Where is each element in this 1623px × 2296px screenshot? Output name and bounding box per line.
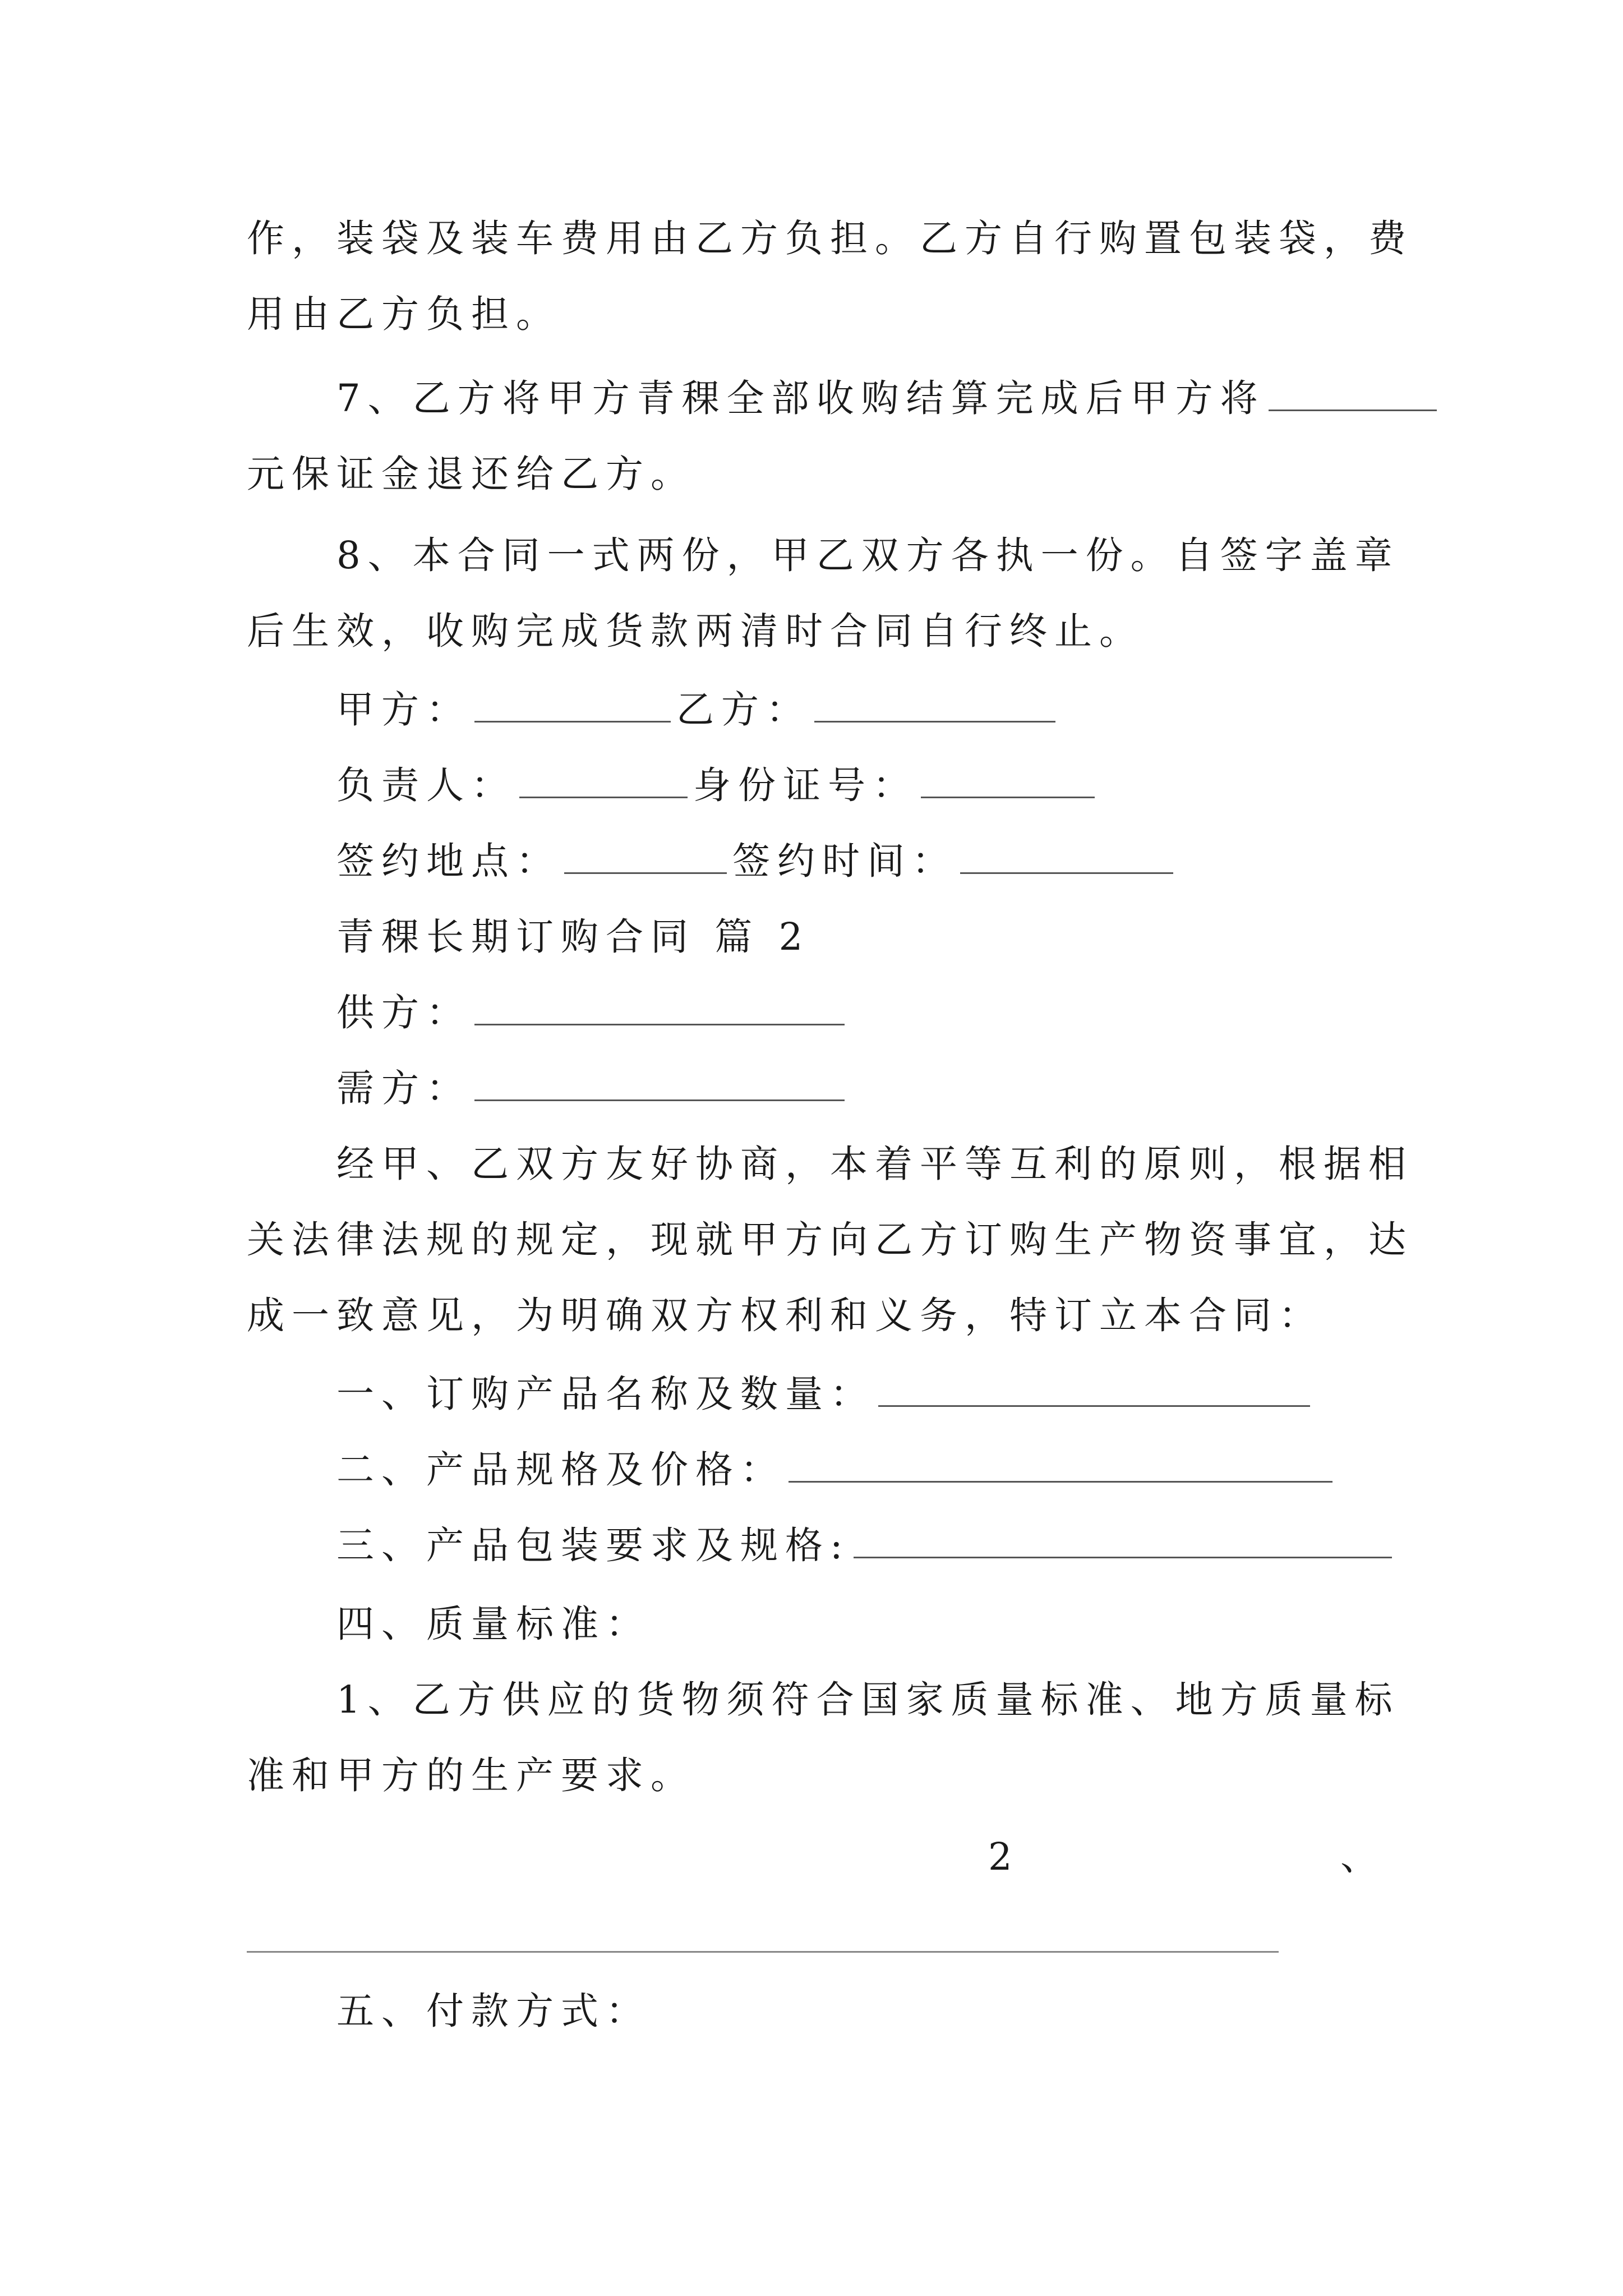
sign-place-label: 签约地点： <box>336 839 561 883</box>
item-4: 四、质量标准： <box>336 1602 651 1646</box>
item-3-label: 三、产品包装要求及规格: <box>336 1524 850 1567</box>
buyer-line <box>336 1063 850 1114</box>
responsible-label: 负责人： <box>336 763 516 807</box>
id-blank <box>921 764 1095 798</box>
text-line: 成一致意见，为明确双方权利和义务，特订立本合同： <box>247 1294 1324 1337</box>
item-5: 五、付款方式： <box>336 1989 651 2033</box>
blank-line <box>1269 377 1437 411</box>
item-2-label: 二、产品规格及价格： <box>336 1448 785 1492</box>
item-3 <box>336 1520 1398 1571</box>
item-2 <box>336 1444 1338 1495</box>
item-1 <box>336 1369 1316 1419</box>
supplier-blank <box>474 991 845 1025</box>
sign-time-blank <box>960 840 1173 874</box>
section-title: 青稞长期订购合同 篇 2 <box>336 915 810 959</box>
item-1-blank <box>878 1373 1310 1407</box>
text-line: 作，装袋及装车费用由乙方负担。乙方自行购置包装袋，费 <box>247 217 1413 260</box>
supplier-label: 供方： <box>336 991 471 1034</box>
party-b-label: 乙方： <box>676 688 811 731</box>
sign-time-label: 签约时间： <box>732 839 957 883</box>
party-b-blank <box>814 688 1055 723</box>
page-number: 2 <box>988 1835 1012 1879</box>
text-line: 元保证金退还给乙方。 <box>247 452 695 496</box>
clause-8: 8、本合同一式两份，甲乙双方各执一份。自签字盖章 <box>336 533 1400 577</box>
sign-line <box>336 836 1179 886</box>
party-a-label: 甲方： <box>336 688 471 731</box>
responsible-blank <box>519 764 688 798</box>
text-line: 准和甲方的生产要求。 <box>247 1754 695 1797</box>
text-line: 关法律法规的规定，现就甲方向乙方订购生产物资事宜，达 <box>247 1218 1413 1262</box>
text-line: 用由乙方负担。 <box>247 292 561 336</box>
id-label: 身份证号： <box>693 763 917 807</box>
page-divider <box>247 1951 1279 1953</box>
responsible-line <box>336 760 1100 811</box>
party-line <box>336 684 1061 735</box>
item-1-label: 一、订购产品名称及数量： <box>336 1372 875 1416</box>
supplier-line <box>336 987 850 1038</box>
text-line: 1、乙方供应的货物须符合国家质量标准、地方质量标 <box>336 1678 1400 1722</box>
buyer-blank <box>474 1067 845 1101</box>
sign-place-blank <box>564 840 727 874</box>
party-a-blank <box>474 688 671 723</box>
item-2-blank <box>789 1448 1332 1483</box>
clause-7 <box>336 373 1442 424</box>
buyer-label: 需方： <box>336 1066 471 1110</box>
page-mark: 、 <box>1340 1835 1378 1879</box>
text: 7、乙方将甲方青稞全部收购结算完成后甲方将 <box>336 376 1265 420</box>
text-line: 后生效，收购完成货款两清时合同自行终止。 <box>247 609 1144 653</box>
item-3-blank <box>854 1524 1392 1558</box>
text-line: 经甲、乙双方友好协商，本着平等互利的原则，根据相 <box>336 1142 1413 1186</box>
